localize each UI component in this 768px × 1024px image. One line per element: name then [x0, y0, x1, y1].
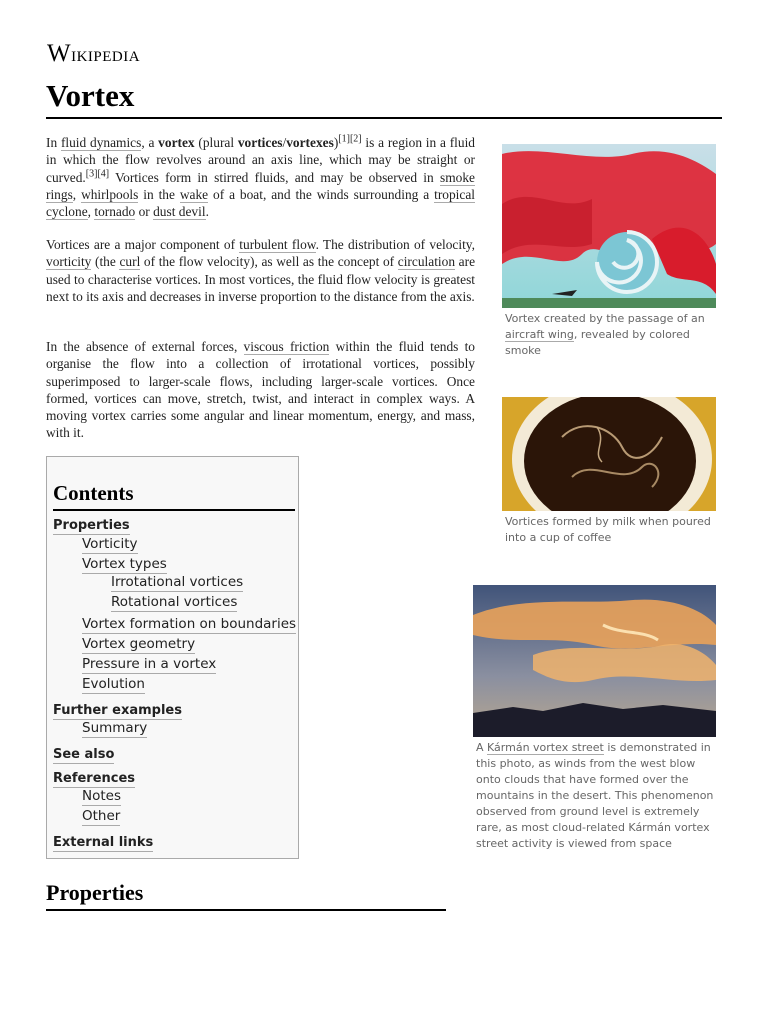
intro-paragraph-2: Vortices are a major component of turbulent flow. The distribution of velocity, vorticity (the curl of the flow velocity), as well as the concept of circulation are used to characterise vortices. In most vortices, the fluid flow velocity is greatest next to its axis and decreases in inverse proportion to the distance from the axis.: [46, 237, 476, 304]
toc-item-notes[interactable]: Notes: [82, 788, 121, 804]
toc-item-irrotational-vortices[interactable]: Irrotational vortices: [111, 574, 244, 590]
toc-item-pressure-in-a-vortex[interactable]: Pressure in a vortex: [82, 656, 217, 672]
aircraft-wing-vortex-picture: [502, 144, 716, 308]
toc-item-properties[interactable]: Properties: [53, 518, 130, 533]
link-dust-devil[interactable]: dust devil: [153, 204, 206, 220]
figure-1-caption: Vortex created by the passage of an aircraft wing, revealed by colored smoke: [505, 312, 705, 357]
figure-2-caption: Vortices formed by milk when poured into a cup of coffee: [505, 515, 711, 544]
toc-item-vortex-types[interactable]: Vortex types: [82, 556, 167, 572]
link-smoke-rings[interactable]: smoke rings: [46, 169, 475, 202]
intro-paragraph-1: In fluid dynamics, a vortex (plural vortices/vortexes)[1][2] is a region in a fluid in which the flow revolves around an axis line, which may be straight or curved.[3][4] Vortices form in stirred fluids, and may be observed in smoke rings, whirlpools in the wake of a boat, and the winds surrounding a tropical cyclone, tornado or dust devil.: [46, 133, 475, 220]
figure-3-caption: A Kármán vortex street is demonstrated in this photo, as winds from the west blow onto clouds that have formed over the mountains in the desert. This phenomenon observed from ground level is extremely rare, as most cloud-related Kármán vortex street activity is viewed from space: [476, 741, 714, 850]
toc-item-other[interactable]: Other: [82, 808, 121, 824]
toc-item-further-examples[interactable]: Further examples: [53, 703, 182, 718]
link-vorticity[interactable]: vorticity: [46, 254, 92, 270]
toc-title: Contents: [53, 481, 295, 511]
page-title: Vortex: [46, 78, 135, 113]
wikipedia-wordmark[interactable]: Wikipedia: [47, 40, 141, 67]
toc-item-references[interactable]: References: [53, 771, 136, 786]
link-turbulent-flow[interactable]: turbulent flow: [239, 237, 316, 252]
link-aircraft-wing[interactable]: aircraft wing: [505, 328, 574, 341]
toc-item-rotational-vortices[interactable]: Rotational vortices: [111, 594, 238, 610]
toc-item-evolution[interactable]: Evolution: [82, 676, 145, 692]
toc-item-vortex-geometry[interactable]: Vortex geometry: [82, 636, 196, 652]
karman-vortex-street-picture: [473, 585, 716, 737]
link-tropical-cyclone[interactable]: tropical cyclone: [46, 186, 475, 220]
toc-item-external-links[interactable]: External links: [53, 835, 154, 850]
link-curl[interactable]: curl: [119, 254, 141, 270]
intro-paragraph-3: In the absence of external forces, viscous friction within the fluid tends to organise the flow into a collection of irrotational vortices, possibly superimposed to larger-scale flows, including larger-scale vortices. Once formed, vortices can move, stretch, twist, and interact in complex ways. A moving vortex carries some angular and linear momentum, energy, and mass, with it.: [46, 339, 476, 441]
ref-4[interactable]: [4]: [97, 168, 110, 180]
ref-1[interactable]: [1]: [338, 133, 350, 145]
toc-item-vorticity[interactable]: Vorticity: [82, 536, 138, 552]
karman-vortex-street-image[interactable]: [473, 585, 716, 737]
table-of-contents: [46, 456, 299, 859]
ref-3[interactable]: [3]: [85, 168, 98, 180]
coffee-milk-vortex-image[interactable]: [502, 397, 716, 511]
section-heading-properties: Properties: [46, 880, 144, 905]
link-whirlpools[interactable]: whirlpools: [81, 186, 139, 202]
toc-item-see-also[interactable]: See also: [53, 747, 115, 762]
link-tornado[interactable]: tornado: [94, 204, 136, 220]
ref-2[interactable]: [2]: [349, 133, 362, 145]
coffee-milk-vortex-picture: [502, 397, 716, 511]
toc-item-vortex-formation-on-boundaries[interactable]: Vortex formation on boundaries: [82, 616, 297, 632]
toc-item-summary[interactable]: Summary: [82, 720, 148, 736]
title-rule: [46, 117, 722, 119]
link-karman-vortex-street[interactable]: Kármán vortex street: [487, 741, 604, 754]
link-viscous-friction[interactable]: viscous friction: [243, 339, 330, 354]
link-fluid-dynamics[interactable]: fluid dynamics: [60, 135, 142, 150]
link-wake[interactable]: wake: [179, 186, 209, 202]
link-circulation[interactable]: circulation: [397, 254, 456, 270]
section-rule: [46, 909, 446, 911]
aircraft-wing-vortex-image[interactable]: [502, 144, 716, 308]
